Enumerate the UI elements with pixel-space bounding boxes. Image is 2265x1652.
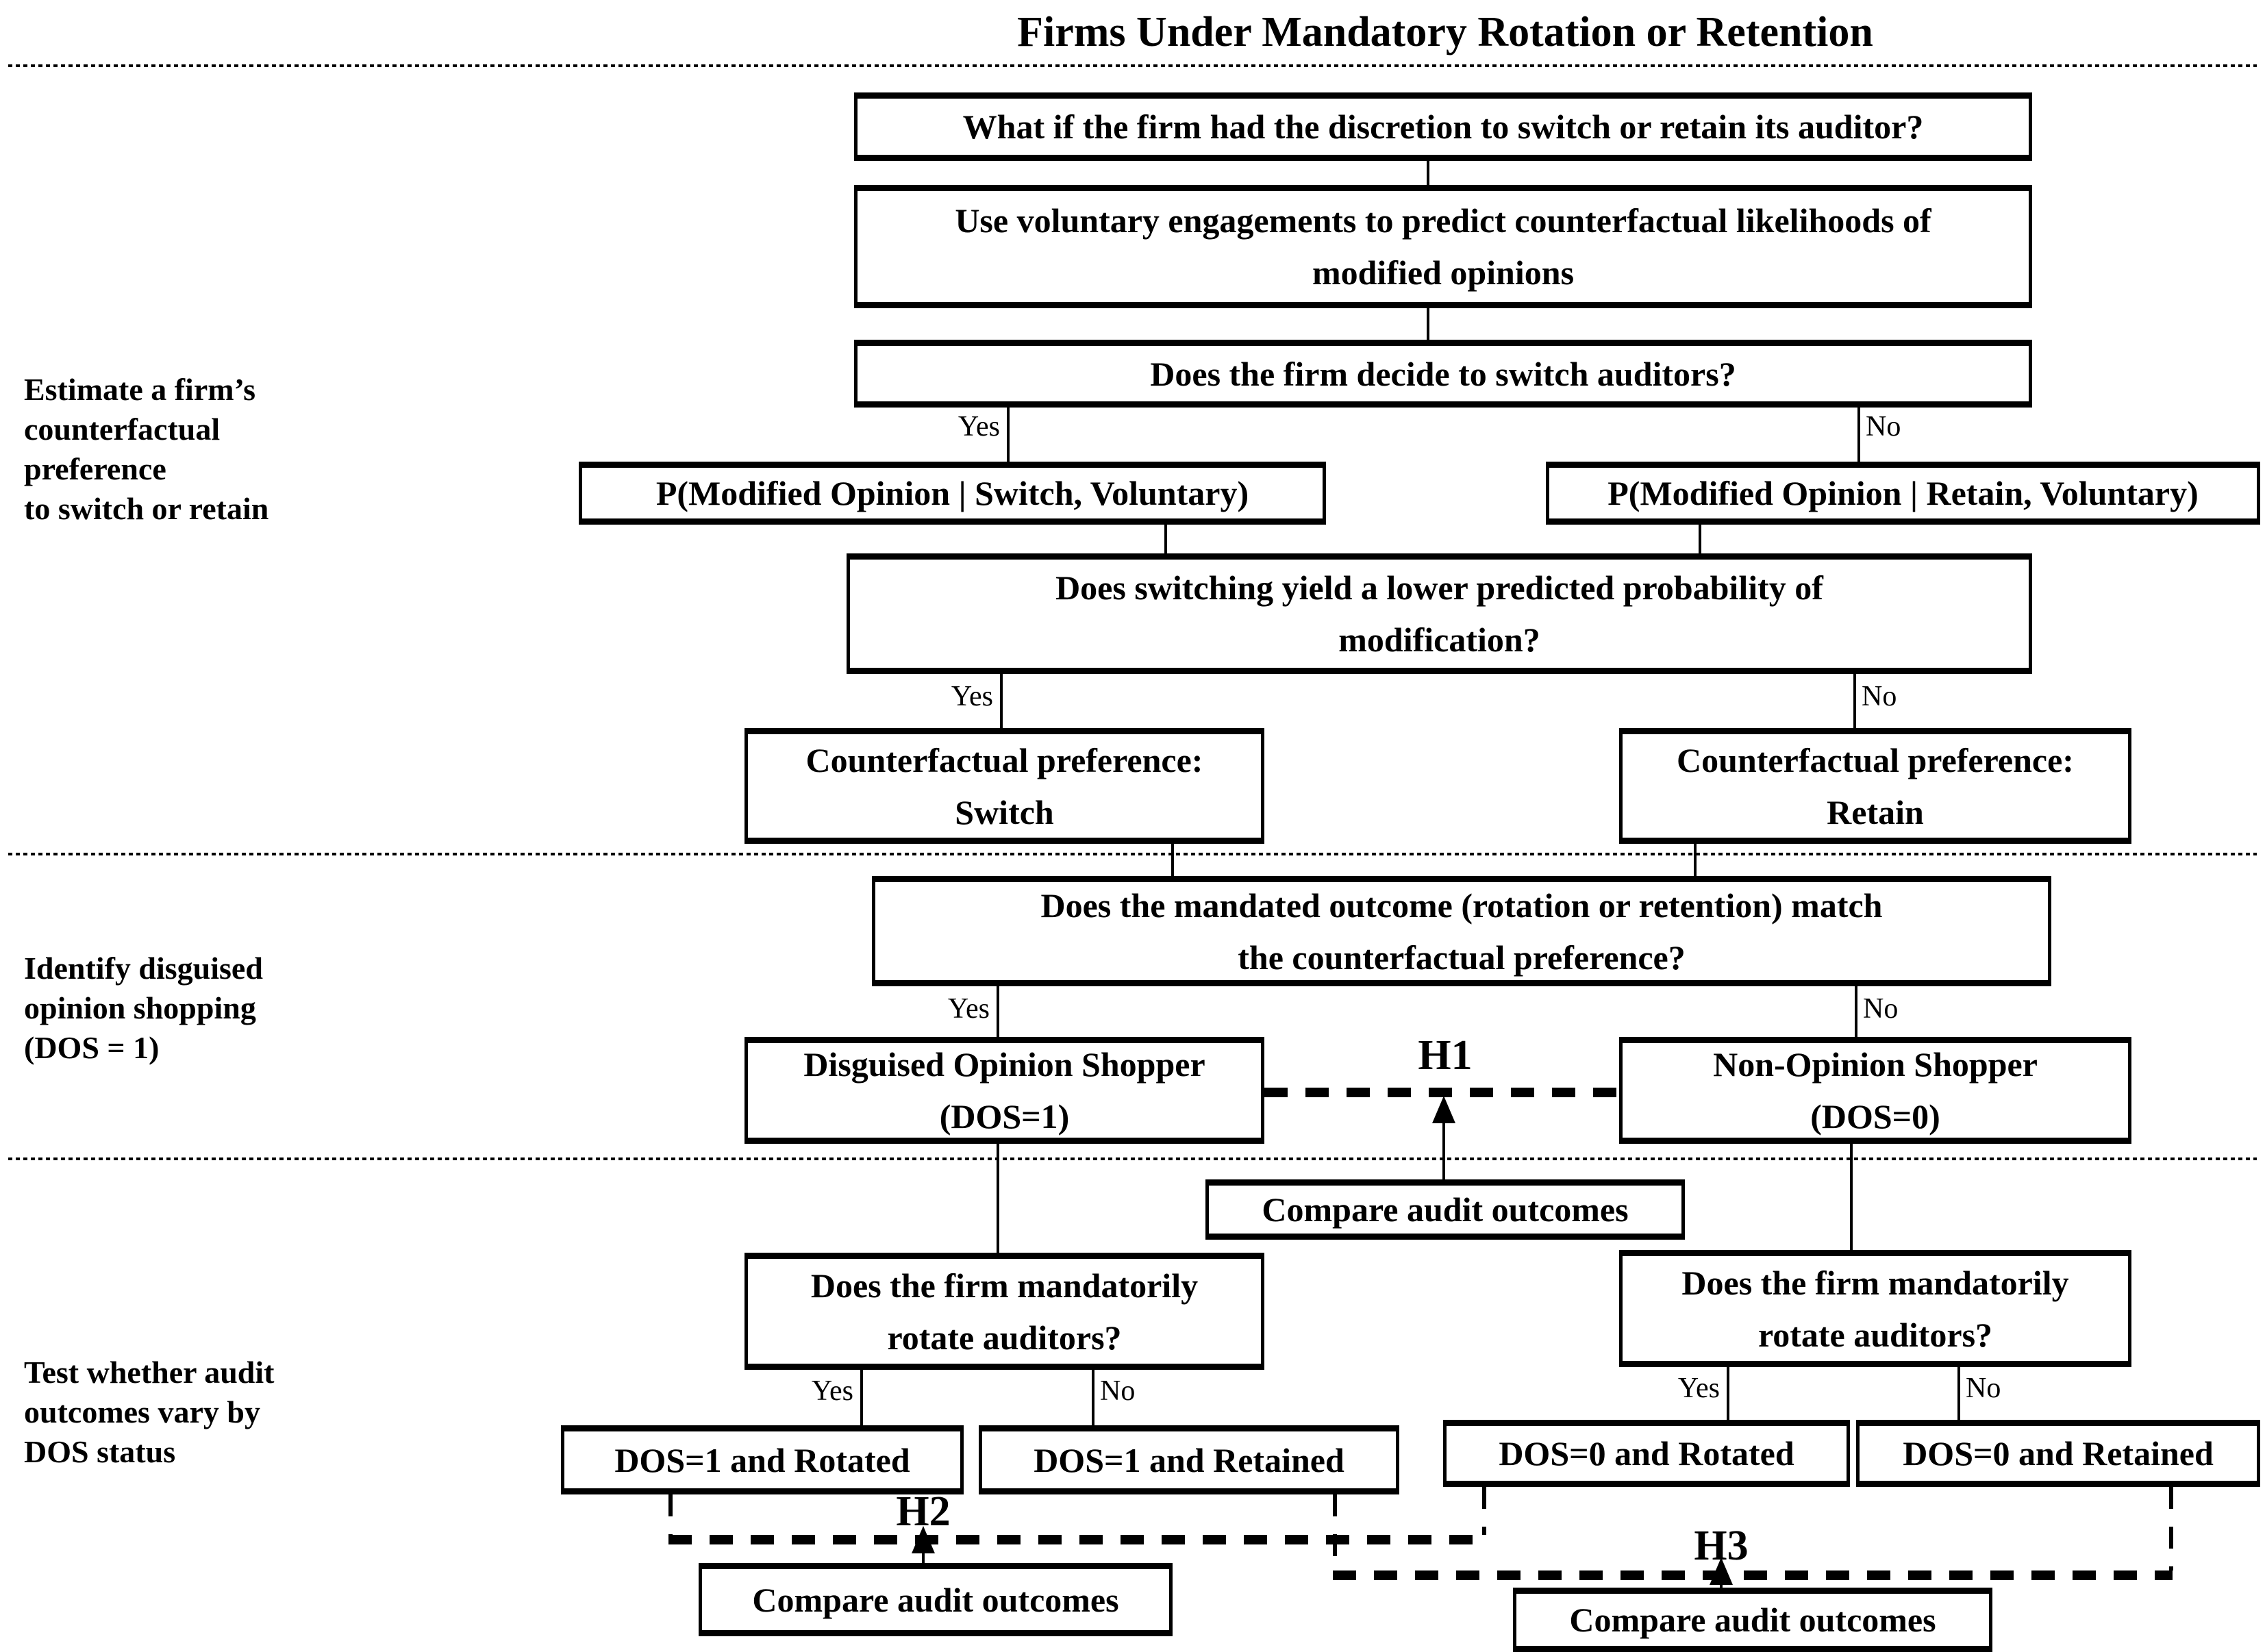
h2-stub-dos1-rotated <box>668 1494 673 1535</box>
h2-arrow-shaft <box>922 1548 925 1563</box>
node-dos1-retained <box>979 1425 1399 1494</box>
h1-arrow-shaft <box>1442 1119 1445 1179</box>
connector-switchq-no <box>1857 408 1860 462</box>
h2-dashed-link <box>668 1535 1486 1544</box>
connector-prefretain-to-matchq <box>1694 844 1697 876</box>
h3-stub-dos0-retained <box>2169 1487 2173 1570</box>
branch-label-no-5: No <box>1966 1373 2001 1404</box>
node-non-opinion-shopper <box>1619 1037 2131 1144</box>
connector-rotateq-left-no <box>1092 1370 1094 1425</box>
side-label-line: Identify disguised <box>24 951 263 986</box>
branch-label-yes-4: Yes <box>811 1375 853 1407</box>
node-text: Does the firm decide to switch auditors? <box>1150 354 1736 393</box>
node-lower-probability-question <box>847 553 2032 674</box>
h3-arrow-shaft <box>1720 1575 1723 1588</box>
connector-lowerq-no <box>1853 674 1856 728</box>
side-label-estimate <box>24 370 268 529</box>
hypothesis-label-h2: H2 <box>896 1488 951 1535</box>
side-label-line: opinion shopping <box>24 990 256 1025</box>
node-voluntary-prediction <box>854 185 2032 308</box>
side-label-line: Test whether audit <box>24 1355 275 1390</box>
node-text: DOS=1 and Rotated <box>614 1440 910 1479</box>
branch-label-yes-5: Yes <box>1677 1373 1720 1404</box>
connector-dos0-to-rotateq <box>1850 1144 1853 1250</box>
node-dos1-rotated <box>561 1425 964 1494</box>
node-rotate-question-right <box>1619 1250 2131 1367</box>
node-text: Does switching yield a lower predicted probability of <box>1055 568 1823 607</box>
connector-prefswitch-to-matchq <box>1171 844 1174 876</box>
connector-matchq-no <box>1855 986 1857 1037</box>
figure-title: Firms Under Mandatory Rotation or Retention <box>1017 9 1873 55</box>
branch-label-no-1: No <box>1866 411 1901 442</box>
hypothesis-label-h1: H1 <box>1418 1032 1473 1079</box>
connector-pswitch-to-lowerq <box>1164 525 1167 553</box>
side-label-line: DOS status <box>24 1434 176 1469</box>
node-text: What if the firm had the discretion to switch or retain its auditor? <box>962 108 1924 146</box>
side-label-line: to switch or retain <box>24 491 269 526</box>
node-text: Does the firm mandatorily <box>810 1266 1199 1305</box>
h2-stub-dos0-rotated <box>1482 1487 1486 1535</box>
node-text: Counterfactual preference: <box>805 740 1203 779</box>
section-divider-3 <box>8 1157 2257 1160</box>
node-dos0-rotated <box>1443 1420 1850 1487</box>
node-text: Counterfactual preference: <box>1677 740 2074 779</box>
connector-rotateq-left-yes <box>860 1370 863 1425</box>
side-label-line: counterfactual <box>24 412 221 447</box>
branch-label-no-3: No <box>1863 993 1899 1025</box>
node-text: Retain <box>1827 792 1924 831</box>
connector-switchq-yes <box>1007 408 1010 462</box>
node-text: Compare audit outcomes <box>1262 1190 1629 1229</box>
node-text: (DOS=1) <box>939 1097 1070 1136</box>
node-mandate-match-question <box>872 876 2051 986</box>
side-label-identify <box>24 949 263 1068</box>
connector-voluntary-to-switchq <box>1427 308 1429 340</box>
node-text: Does the firm mandatorily <box>1681 1263 2069 1302</box>
connector-lowerq-yes <box>1000 674 1003 728</box>
node-counterfactual-switch <box>744 728 1264 844</box>
h3-stub-dos1-retained <box>1333 1494 1337 1570</box>
side-label-line: Estimate a firm’s <box>24 372 256 407</box>
node-prob-modified-retain <box>1546 462 2260 525</box>
node-text: rotate auditors? <box>887 1318 1122 1357</box>
side-label-line: (DOS = 1) <box>24 1030 160 1065</box>
node-text: P(Modified Opinion | Switch, Voluntary) <box>655 474 1249 512</box>
node-compare-outcomes-h2 <box>699 1563 1173 1636</box>
node-text: the counterfactual preference? <box>1238 938 1686 977</box>
node-text: (DOS=0) <box>1810 1097 1940 1136</box>
h3-dashed-link <box>1333 1570 2173 1580</box>
section-divider-2 <box>8 853 2257 855</box>
branch-label-yes-3: Yes <box>947 993 990 1025</box>
branch-label-yes-2: Yes <box>951 681 993 712</box>
connector-rotateq-right-yes <box>1727 1367 1729 1420</box>
branch-label-no-4: No <box>1100 1375 1136 1407</box>
node-prob-modified-switch <box>579 462 1326 525</box>
node-text: Does the mandated outcome (rotation or retention) match <box>1040 886 1883 925</box>
node-compare-outcomes-h3 <box>1513 1588 1992 1652</box>
node-text: Use voluntary engagements to predict counterfactual likelihoods of <box>955 201 1931 240</box>
node-text: modification? <box>1338 621 1540 659</box>
branch-label-no-2: No <box>1862 681 1897 712</box>
hypothesis-label-h3: H3 <box>1694 1523 1749 1569</box>
node-discretion-question <box>854 92 2032 161</box>
section-divider-1 <box>8 64 2257 67</box>
connector-dos1-to-rotateq <box>997 1144 999 1253</box>
connector-matchq-yes <box>997 986 999 1037</box>
node-text: P(Modified Opinion | Retain, Voluntary) <box>1607 474 2199 512</box>
node-text: modified opinions <box>1312 253 1575 292</box>
node-text: DOS=1 and Retained <box>1034 1440 1344 1479</box>
node-compare-outcomes-h1 <box>1205 1179 1685 1240</box>
node-text: Compare audit outcomes <box>752 1580 1119 1619</box>
side-label-test <box>24 1353 274 1472</box>
connector-pretain-to-lowerq <box>1699 525 1701 553</box>
node-dos0-retained <box>1856 1420 2260 1487</box>
branch-label-yes-1: Yes <box>958 411 1000 442</box>
connector-rotateq-right-no <box>1957 1367 1960 1420</box>
node-text: Non-Opinion Shopper <box>1713 1045 2038 1084</box>
node-rotate-question-left <box>744 1253 1264 1370</box>
side-label-line: preference <box>24 451 166 486</box>
side-label-line: outcomes vary by <box>24 1394 260 1429</box>
node-text: DOS=0 and Rotated <box>1499 1434 1794 1473</box>
node-counterfactual-retain <box>1619 728 2131 844</box>
node-text: Switch <box>955 792 1054 831</box>
node-text: Compare audit outcomes <box>1569 1601 1936 1639</box>
node-switch-question <box>854 340 2032 408</box>
connector-discretion-to-voluntary <box>1427 161 1429 185</box>
node-text: rotate auditors? <box>1757 1315 1993 1354</box>
node-text: DOS=0 and Retained <box>1903 1434 2214 1473</box>
node-disguised-opinion-shopper <box>744 1037 1264 1144</box>
node-text: Disguised Opinion Shopper <box>803 1045 1205 1084</box>
